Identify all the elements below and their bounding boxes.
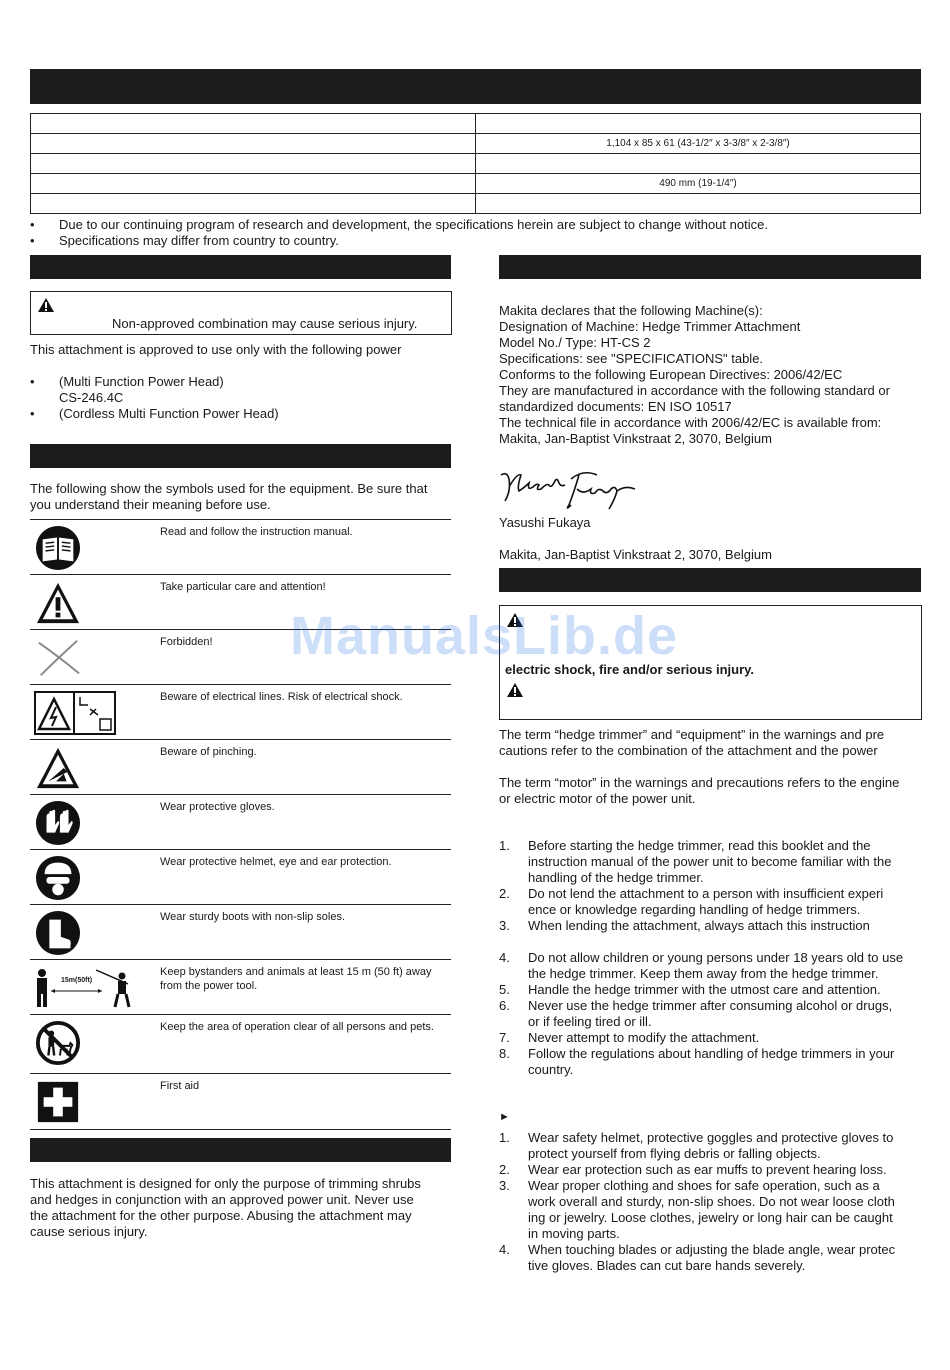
specifications-table bbox=[30, 113, 921, 214]
symbol-label: Wear sturdy boots with non-slip soles. bbox=[160, 911, 346, 923]
distance-label: 15m(50ft) bbox=[61, 977, 93, 984]
symbol-label: Forbidden! bbox=[160, 636, 213, 648]
declaration-text: Makita declares that the following Machine(s): Designation of Machine: Hedge Trimmer Attachment Model No./ Type: HT-CS 2 Specifications: see "SPECIFICATIONS" table. Conforms to the following European Directives: 2006/42/EC They are manufactured in accordance with the following standard or standardized documents: EN ISO 10517 The technical file in accordance with 2006/42/EC is available from: Makita, Jan-Baptist Vinkstraat 2, 3070, Belgium bbox=[499, 303, 890, 446]
arrow-marker: ► bbox=[499, 1111, 510, 1123]
signer-name: Yasushi Fukaya bbox=[499, 515, 591, 530]
pinching-icon bbox=[34, 745, 82, 791]
declaration-address: Makita, Jan-Baptist Vinkstraat 2, 3070, Belgium bbox=[499, 547, 772, 562]
instruction-manual-icon bbox=[34, 525, 82, 571]
bullet-marker: • bbox=[30, 374, 35, 389]
symbol-row bbox=[30, 904, 451, 960]
warning-triangle-icon bbox=[37, 297, 55, 313]
bullet-marker: • bbox=[30, 233, 35, 248]
symbol-label: Beware of electrical lines. Risk of electrical shock. bbox=[160, 691, 403, 703]
symbol-label: Keep the area of operation clear of all persons and pets. bbox=[160, 1021, 434, 1033]
symbol-label: Wear protective helmet, eye and ear protection. bbox=[160, 856, 392, 868]
bullet-marker: • bbox=[30, 217, 35, 232]
symbols-intro: The following show the symbols used for the equipment. Be sure that you understand their meaning before use. bbox=[30, 481, 428, 512]
warning-text: Non-approved combination may cause serious injury. bbox=[112, 316, 418, 331]
forbidden-cross-icon bbox=[34, 635, 82, 681]
table-row: 1,104 x 85 x 61 (43-1/2″ x 3-3/8″ x 2-3/8″) bbox=[31, 134, 921, 154]
warning-triangle-icon bbox=[506, 682, 524, 698]
intended-use-header-bar bbox=[30, 1138, 451, 1162]
no-persons-pets-icon bbox=[34, 1020, 82, 1066]
bullet-marker: • bbox=[30, 406, 35, 421]
symbol-row bbox=[30, 1014, 451, 1070]
ec-declaration-header-bar bbox=[499, 255, 921, 279]
symbol-row bbox=[30, 739, 451, 795]
signature-image bbox=[499, 465, 639, 513]
caution-triangle-icon bbox=[34, 580, 82, 626]
approved-power-unit-header-bar bbox=[30, 255, 451, 279]
boots-icon bbox=[34, 910, 82, 956]
table-row bbox=[31, 194, 921, 214]
bystanders-distance-icon bbox=[32, 966, 134, 1010]
symbol-row bbox=[30, 519, 451, 575]
symbol-label: First aid bbox=[160, 1080, 200, 1092]
symbol-row bbox=[30, 849, 451, 905]
table-row bbox=[31, 154, 921, 174]
electrical-lines-icon bbox=[34, 691, 116, 735]
symbol-label: Take particular care and attention! bbox=[160, 581, 326, 593]
symbol-label: Read and follow the instruction manual. bbox=[160, 526, 353, 538]
approved-intro: This attachment is approved to use only with the following power bbox=[30, 342, 402, 357]
safety-terms: The term “hedge trimmer” and “equipment” in the warnings and pre cautions refer to the combination of the attachment and the power The term “motor” in the warnings and precautions refers to the engine or electric motor of the power unit. bbox=[499, 727, 900, 806]
intended-use-text: This attachment is designed for only the purpose of trimming shrubs and hedges in conjunction with an approved power unit. Never use the attachment for the other purpose. Abusing the attachment may cause serious injury. bbox=[30, 1176, 421, 1239]
helmet-icon bbox=[34, 855, 82, 901]
symbol-row bbox=[30, 684, 451, 740]
symbol-row bbox=[30, 794, 451, 850]
gloves-icon bbox=[34, 800, 82, 846]
warning-box bbox=[30, 291, 452, 335]
safety-warnings-header-bar bbox=[499, 568, 921, 592]
symbol-row bbox=[30, 959, 451, 1015]
symbol-label: Beware of pinching. bbox=[160, 746, 257, 758]
safety-warning-text: electric shock, fire and/or serious injury. bbox=[505, 662, 755, 677]
watermark: ManualsLib.de bbox=[290, 606, 679, 666]
table-row: 490 mm (19-1/4″) bbox=[31, 174, 921, 194]
first-aid-icon bbox=[34, 1079, 82, 1125]
symbol-row bbox=[30, 1073, 451, 1130]
symbols-header-bar bbox=[30, 444, 451, 468]
symbol-label: Keep bystanders and animals at least 15 m (50 ft) away from the power tool. bbox=[160, 966, 432, 992]
table-row bbox=[31, 114, 921, 134]
specifications-header-bar bbox=[30, 69, 921, 104]
symbol-label: Wear protective gloves. bbox=[160, 801, 275, 813]
